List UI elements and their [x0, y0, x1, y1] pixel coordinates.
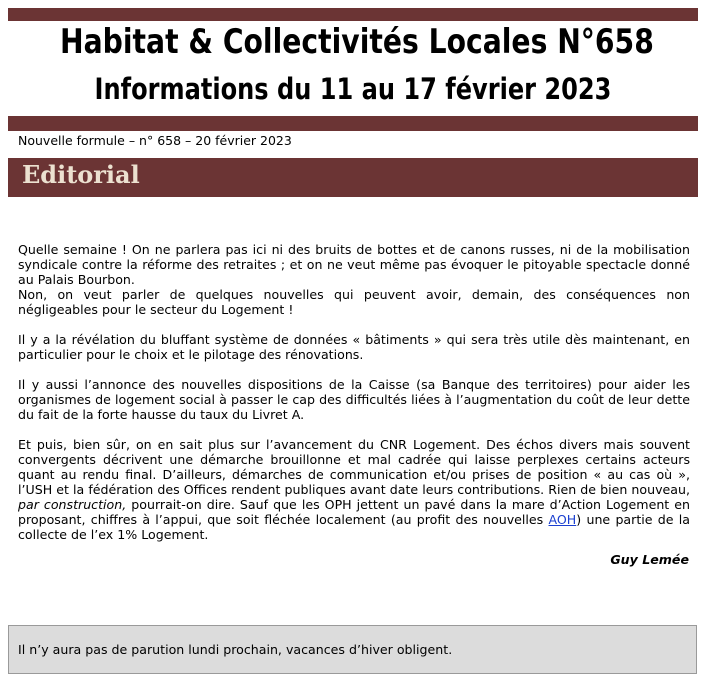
- header-top-bar: [8, 8, 698, 21]
- newsletter-title: Habitat & Collectivités Locales N°658: [60, 22, 654, 62]
- notice-box: [8, 625, 697, 674]
- paragraph-text: pourrait-on dire. Sauf que les OPH jettent un pavé dans la mare d’Action Logement en proposant, chiffres à l’appui, que soit fléchée localement (au profit des nouvelles: [18, 497, 690, 527]
- italic-text: par construction,: [18, 497, 127, 512]
- editorial-paragraph: Il y a la révélation du bluffant système de données « bâtiments » qui sera très utile dès maintenant, en particulier pour le choix et le pilotage des rénovations.: [18, 332, 690, 362]
- editorial-paragraph: Quelle semaine ! On ne parlera pas ici ni des bruits de bottes et de canons russes, ni de la mobilisation syndicale contre la réforme des retraites ; et on ne veut même pas évoquer le pitoyable spectacle donné au Palais Bourbon.: [18, 242, 690, 287]
- paragraph-text: ) une partie de la collecte de l’ex 1% Logement.: [18, 512, 691, 542]
- author-signature: Guy Lemée: [610, 552, 689, 567]
- editorial-paragraph: Il y aussi l’annonce des nouvelles dispositions de la Caisse (sa Banque des territoires) pour aider les organismes de logement social à passer le cap des difficultés liées à l’augmentation du coût de leur dette du fait de la forte hausse du taux du Livret A.: [18, 377, 690, 422]
- aoh-link[interactable]: AOH: [548, 512, 577, 527]
- section-title: Editorial: [22, 160, 140, 189]
- newsletter-subtitle: Informations du 11 au 17 février 2023: [94, 72, 612, 106]
- edition-line: Nouvelle formule – n° 658 – 20 février 2023: [18, 133, 292, 148]
- paragraph-text: Et puis, bien sûr, on en sait plus sur l’avancement du CNR Logement. Des échos divers mais souvent convergents décrivent une démarche brouillonne et mal cadrée qui laisse perplexes certains acteurs quant au rendu final. D’ailleurs, démarches de communication et/ou prises de position « au cas où », l’USH et la fédération des Offices rendent publiques avant date leurs contributions. Rien de bien nouveau,: [18, 437, 690, 497]
- editorial-paragraph: Non, on veut parler de quelques nouvelles qui peuvent avoir, demain, des conséquences non négligeables pour le secteur du Logement !: [18, 287, 690, 317]
- editorial-paragraph: [18, 437, 690, 542]
- editorial-body: [18, 242, 690, 557]
- section-header: [8, 158, 698, 197]
- header-bottom-bar: [8, 116, 698, 131]
- notice-text: Il n’y aura pas de parution lundi prochain, vacances d’hiver obligent.: [18, 642, 453, 657]
